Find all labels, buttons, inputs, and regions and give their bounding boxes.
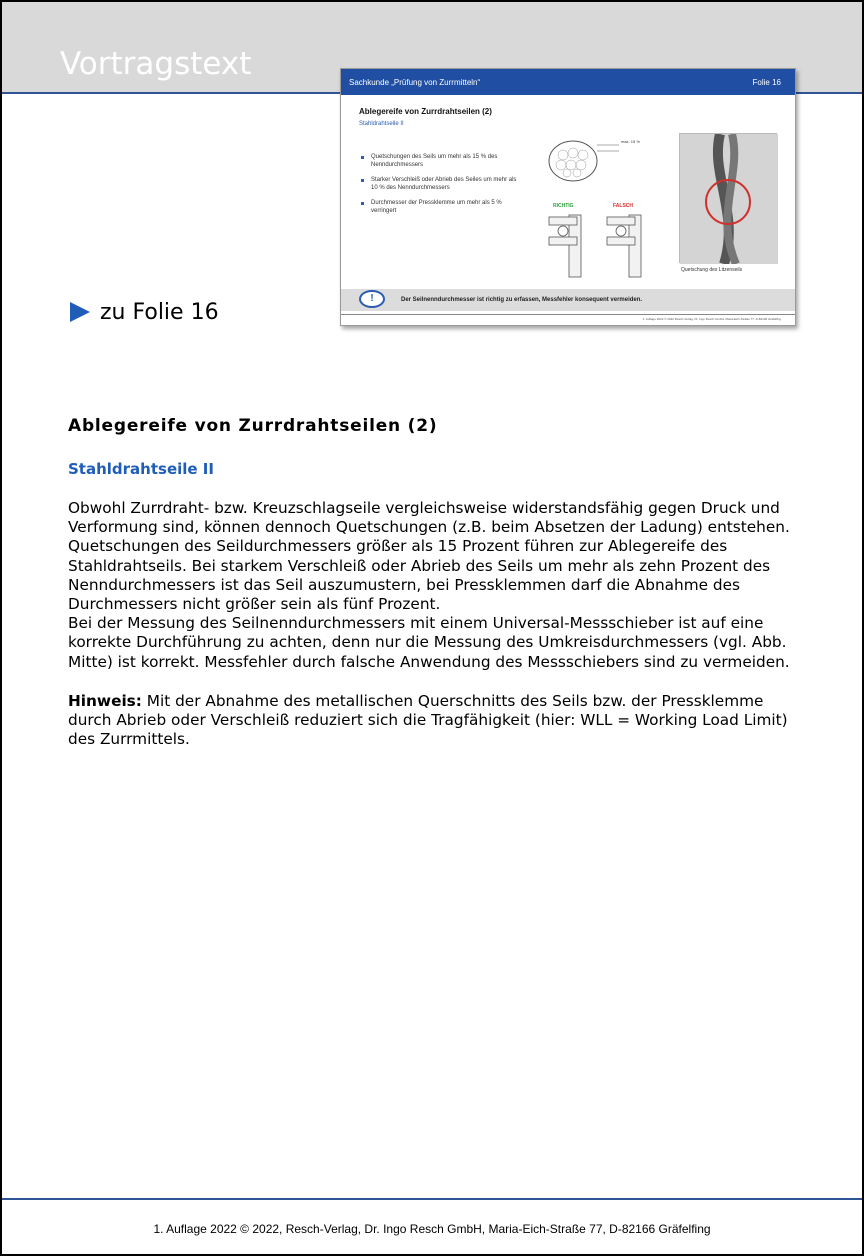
slide-topbar-title: Sachkunde „Prüfung von Zurrmitteln“ [349,78,481,87]
rope-photo [679,133,777,263]
paragraph: Obwohl Zurrdraht- bzw. Kreuzschlagseile vergleichsweise widerstandsfähig gegen Druck und Verformung sind, können dennoch Quetschungen (z.B. beim Absetzen der Ladung) entstehen. Quetschungen des Seildurchmessers größer als 15 Prozent führen zur Ablegereife des Stahldrahtseils. Bei starkem Verschleiß oder Abrieb des Seils um mehr als zehn Prozent des Nenndurchmessers ist das Seil auszumustern, bei Pressklemmen darf die Abnahme des Durchmessers nicht größer sein als fünf Prozent. [68,499,790,614]
slide-heading: Ablegereife von Zurrdrahtseilen (2) [359,107,492,116]
body-text [68,499,808,749]
note-paragraph [68,692,808,750]
paragraph: Bei der Messung des Seilnenndurchmessers mit einem Universal-Messschieber ist auf eine korrekte Durchführung zu achten, denn nur die Messung des Umkreisdurchmessers (vgl. Abb. Mitte) ist korrekt. Messfehler durch falsche Anwendung des Messschiebers sind zu vermeiden. [68,614,790,671]
slide-note-bar [341,289,795,311]
section-title: Ablegereife von Zurrdrahtseilen (2) [68,416,438,436]
slide-number: Folie 16 [752,78,781,87]
note-label: Hinweis: [68,691,142,710]
footer-divider [2,1198,862,1200]
slide-footer: 1. Auflage 2022 © 2022 Resch-Verlag, Dr. Ingo Resch GmbH, Maria-Eich-Straße 77, D-82166 Gräfelfing [642,317,781,321]
right-label: RICHTIG [553,203,574,209]
to-slide-label: zu Folie 16 [100,300,219,325]
slide-note-text: Der Seilnenndurchmesser ist richtig zu erfassen, Messfehler konsequent vermeiden. [401,297,643,303]
slide-bullet: Quetschungen des Seils um mehr als 15 % des Nenndurchmessers [359,153,519,169]
slide-bullet: Starker Verschleiß oder Abrieb des Seiles um mehr als 10 % des Nenndurchmessers [359,176,519,192]
arrow-right-icon [70,302,90,322]
section-subtitle: Stahldrahtseile II [68,460,214,478]
wrong-label: FALSCH [613,203,633,209]
caliper-diagram [541,125,671,285]
exclamation-icon: ! [359,290,385,308]
max-label: max. 15 % [621,139,640,144]
slide-bullet-list [359,153,519,222]
note-text: Mit der Abnahme des metallischen Querschnitts des Seils bzw. der Pressklemme durch Abrieb oder Verschleiß reduziert sich die Tragfähigkeit (hier: WLL = Working Load Limit) des Zurrmittels. [68,691,788,749]
page-title: Vortragstext [60,46,252,82]
photo-caption: Quetschung des Litzenseils [681,267,743,273]
slide-topbar [341,69,795,95]
slide-bullet: Durchmesser der Pressklemme um mehr als 5 % verringert [359,199,519,215]
slide-subheading: Stahldrahtseile II [359,121,404,127]
slide-footer-divider [341,314,795,315]
footer-text: 1. Auflage 2022 © 2022, Resch-Verlag, Dr. Ingo Resch GmbH, Maria-Eich-Straße 77, D-82166 Gräfelfing [153,1222,711,1236]
slide-thumbnail[interactable] [340,68,796,326]
to-slide-link[interactable] [70,300,219,325]
